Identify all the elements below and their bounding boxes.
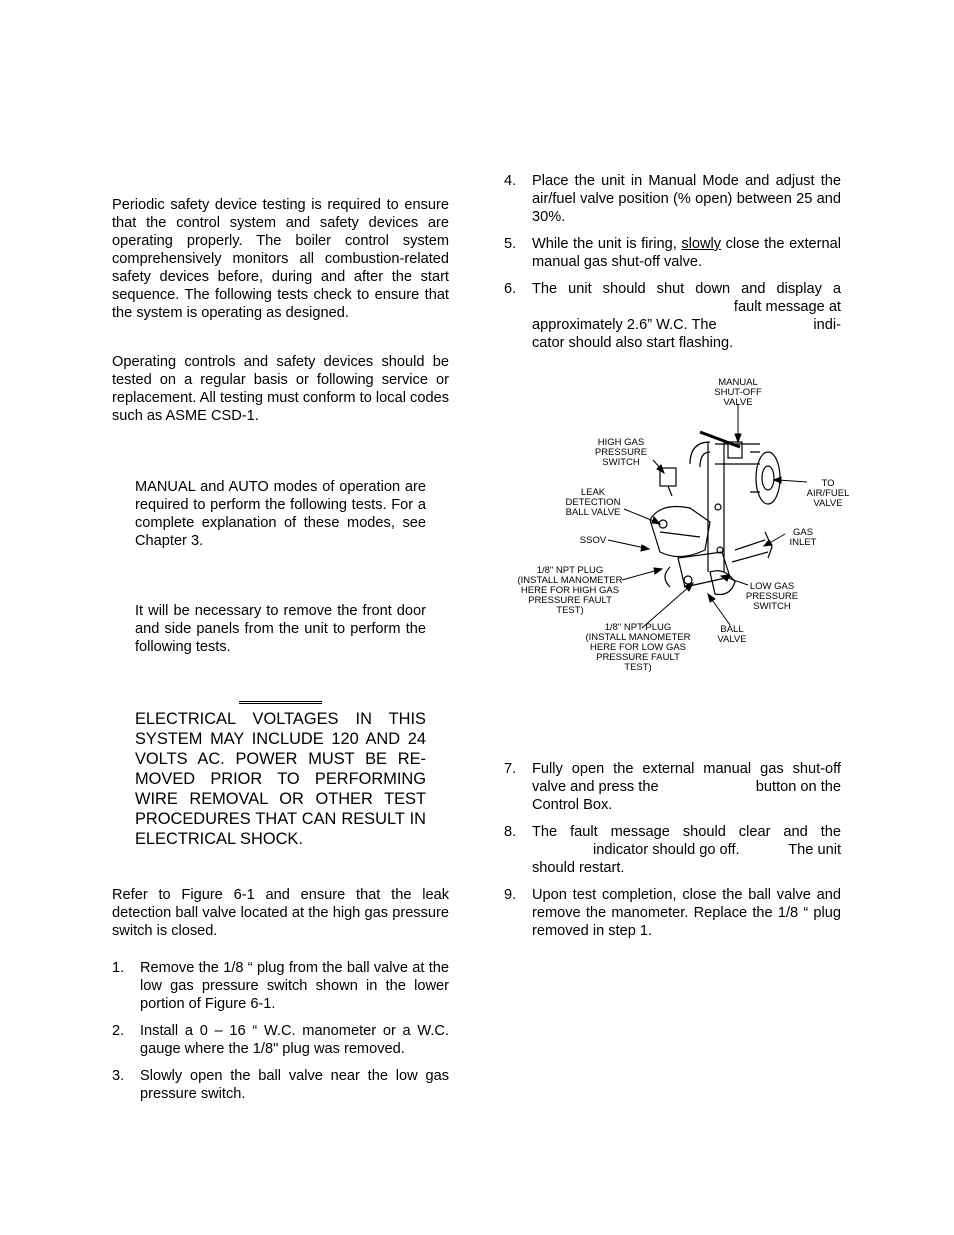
step-number: 5. [504, 236, 517, 252]
step-number: 8. [504, 824, 517, 840]
label-to-airfuel-valve: AIR/FUEL [806, 488, 850, 499]
intro-paragraph-2 [112, 353, 449, 425]
step-number: 7. [504, 761, 517, 777]
step-text-line: should restart. [532, 860, 625, 876]
step-text-line: fault message at [733, 299, 841, 315]
step-text: Remove the 1/8 “ plug from the ball valve at the low gas pressure switch shown in the lower portion of Figure 6-1. [140, 960, 449, 1012]
label-low-gas-switch: LOW GAS [749, 581, 795, 592]
step-text-line: Control Box. [532, 797, 613, 813]
step-text-line: indi- [813, 317, 841, 333]
label-low-gas-switch: SWITCH [753, 601, 791, 612]
intro-text-2: Operating controls and safety devices should be tested on a regular basis or following service or replacement. All testing must conform to local codes such as ASME CSD-1. [112, 354, 449, 424]
label-high-gas-plug: HERE FOR HIGH GAS [520, 585, 620, 596]
step-text: Install a 0 – 16 “ W.C. manometer or a W.C. gauge where the 1/8" plug was removed. [140, 1023, 449, 1057]
step-number: 2. [112, 1023, 125, 1039]
step-text-line: approximately 2.6” W.C. The [532, 317, 717, 333]
step-number: 1. [112, 960, 125, 976]
warning-heading-rule [239, 701, 322, 704]
step-number: 6. [504, 281, 517, 297]
label-low-gas-plug: TEST) [624, 662, 652, 673]
step-text-line: The unit should shut down and display a [532, 281, 841, 297]
intro-text-1: Periodic safety device testing is required to ensure that the control system and safety devices are operating properly. The boiler control system comprehensively monitors all combustion-related safety devices before, during and after the start sequence. The following tests check to ensure that the system is operating as designed. [112, 197, 449, 321]
label-low-gas-plug: PRESSURE FAULT [596, 652, 680, 663]
label-low-gas-plug: (INSTALL MANOMETER [585, 632, 691, 643]
label-high-gas-switch: PRESSURE [594, 447, 648, 458]
step-text-line: The fault message should clear and the [532, 824, 841, 840]
label-to-airfuel-valve: VALVE [813, 498, 843, 509]
step-text-line: cator should also start flashing. [532, 335, 734, 351]
step-text: Slowly open the ball valve near the low gas pressure switch. [140, 1068, 449, 1102]
step-text: Upon test completion, close the ball valve and remove the manometer. Replace the 1/8 “ plug removed in step 1. [532, 887, 841, 939]
label-low-gas-switch: PRESSURE [745, 591, 799, 602]
step-text [532, 235, 841, 271]
intro-paragraph-1 [112, 196, 449, 322]
label-manual-shutoff-valve: VALVE [723, 397, 753, 408]
label-manual-shutoff-valve: SHUT-OFF [714, 387, 762, 398]
step-text-pre: While the unit is firing, [532, 236, 682, 252]
step-number: 4. [504, 173, 517, 189]
label-low-gas-plug: HERE FOR LOW GAS [589, 642, 687, 653]
step-text-post: close the external manual gas shut-off valve. [532, 236, 841, 270]
label-high-gas-plug: 1/8" NPT PLUG [536, 565, 604, 576]
label-manual-shutoff-valve: MANUAL [718, 377, 758, 388]
step-text: Place the unit in Manual Mode and adjust the air/fuel valve position (% open) between 25 and 30%. [532, 173, 841, 225]
label-high-gas-switch: SWITCH [602, 457, 640, 468]
label-high-gas-switch: HIGH GAS [597, 437, 645, 448]
label-ssov: SSOV [579, 535, 607, 546]
label-high-gas-plug: PRESSURE FAULT [528, 595, 612, 606]
refer-paragraph: Refer to Figure 6-1 and ensure that the leak detection ball valve located at the high gas pressure switch is closed. [112, 887, 449, 939]
label-low-gas-plug: 1/8" NPT PLUG [604, 622, 672, 633]
step-number: 9. [504, 887, 517, 903]
label-gas-inlet: INLET [789, 537, 817, 548]
gas-train-diagram [510, 372, 855, 677]
note-panels: It will be necessary to remove the front door and side panels from the unit to perform the following tests. [135, 603, 426, 655]
label-leak-detection: BALL VALVE [565, 507, 621, 518]
label-high-gas-plug: (INSTALL MANOMETER [517, 575, 623, 586]
step-number: 3. [112, 1068, 125, 1084]
step-text-line: indicator should go off. [593, 842, 740, 858]
label-gas-inlet: GAS [792, 527, 814, 538]
label-leak-detection: LEAK [580, 487, 606, 498]
warning-text: ELECTRICAL VOLTAGES IN THIS SYSTEM MAY INCLUDE 120 AND 24 VOLTS AC. POWER MUST BE RE-MOVED PRIOR TO PERFORMING WIRE REMOVAL OR OTHER TEST PROCEDURES THAT CAN RESULT IN ELECTRICAL SHOCK. [135, 710, 426, 848]
step-text-emphasis: slowly [681, 236, 722, 252]
label-ball-valve: VALVE [717, 634, 747, 645]
label-high-gas-plug: TEST) [556, 605, 584, 616]
label-ball-valve: BALL [720, 624, 744, 635]
step-text-line: The unit [788, 842, 841, 858]
step-text-line: button on the [755, 779, 841, 795]
note-modes: MANUAL and AUTO modes of operation are required to perform the following tests. For a complete explanation of these modes, see Chapter 3. [135, 479, 426, 549]
step-text-line: valve and press the [532, 779, 659, 795]
label-leak-detection: DETECTION [565, 497, 621, 508]
label-to-airfuel-valve: TO [821, 478, 835, 489]
step-text-line: Fully open the external manual gas shut-off [532, 761, 841, 777]
